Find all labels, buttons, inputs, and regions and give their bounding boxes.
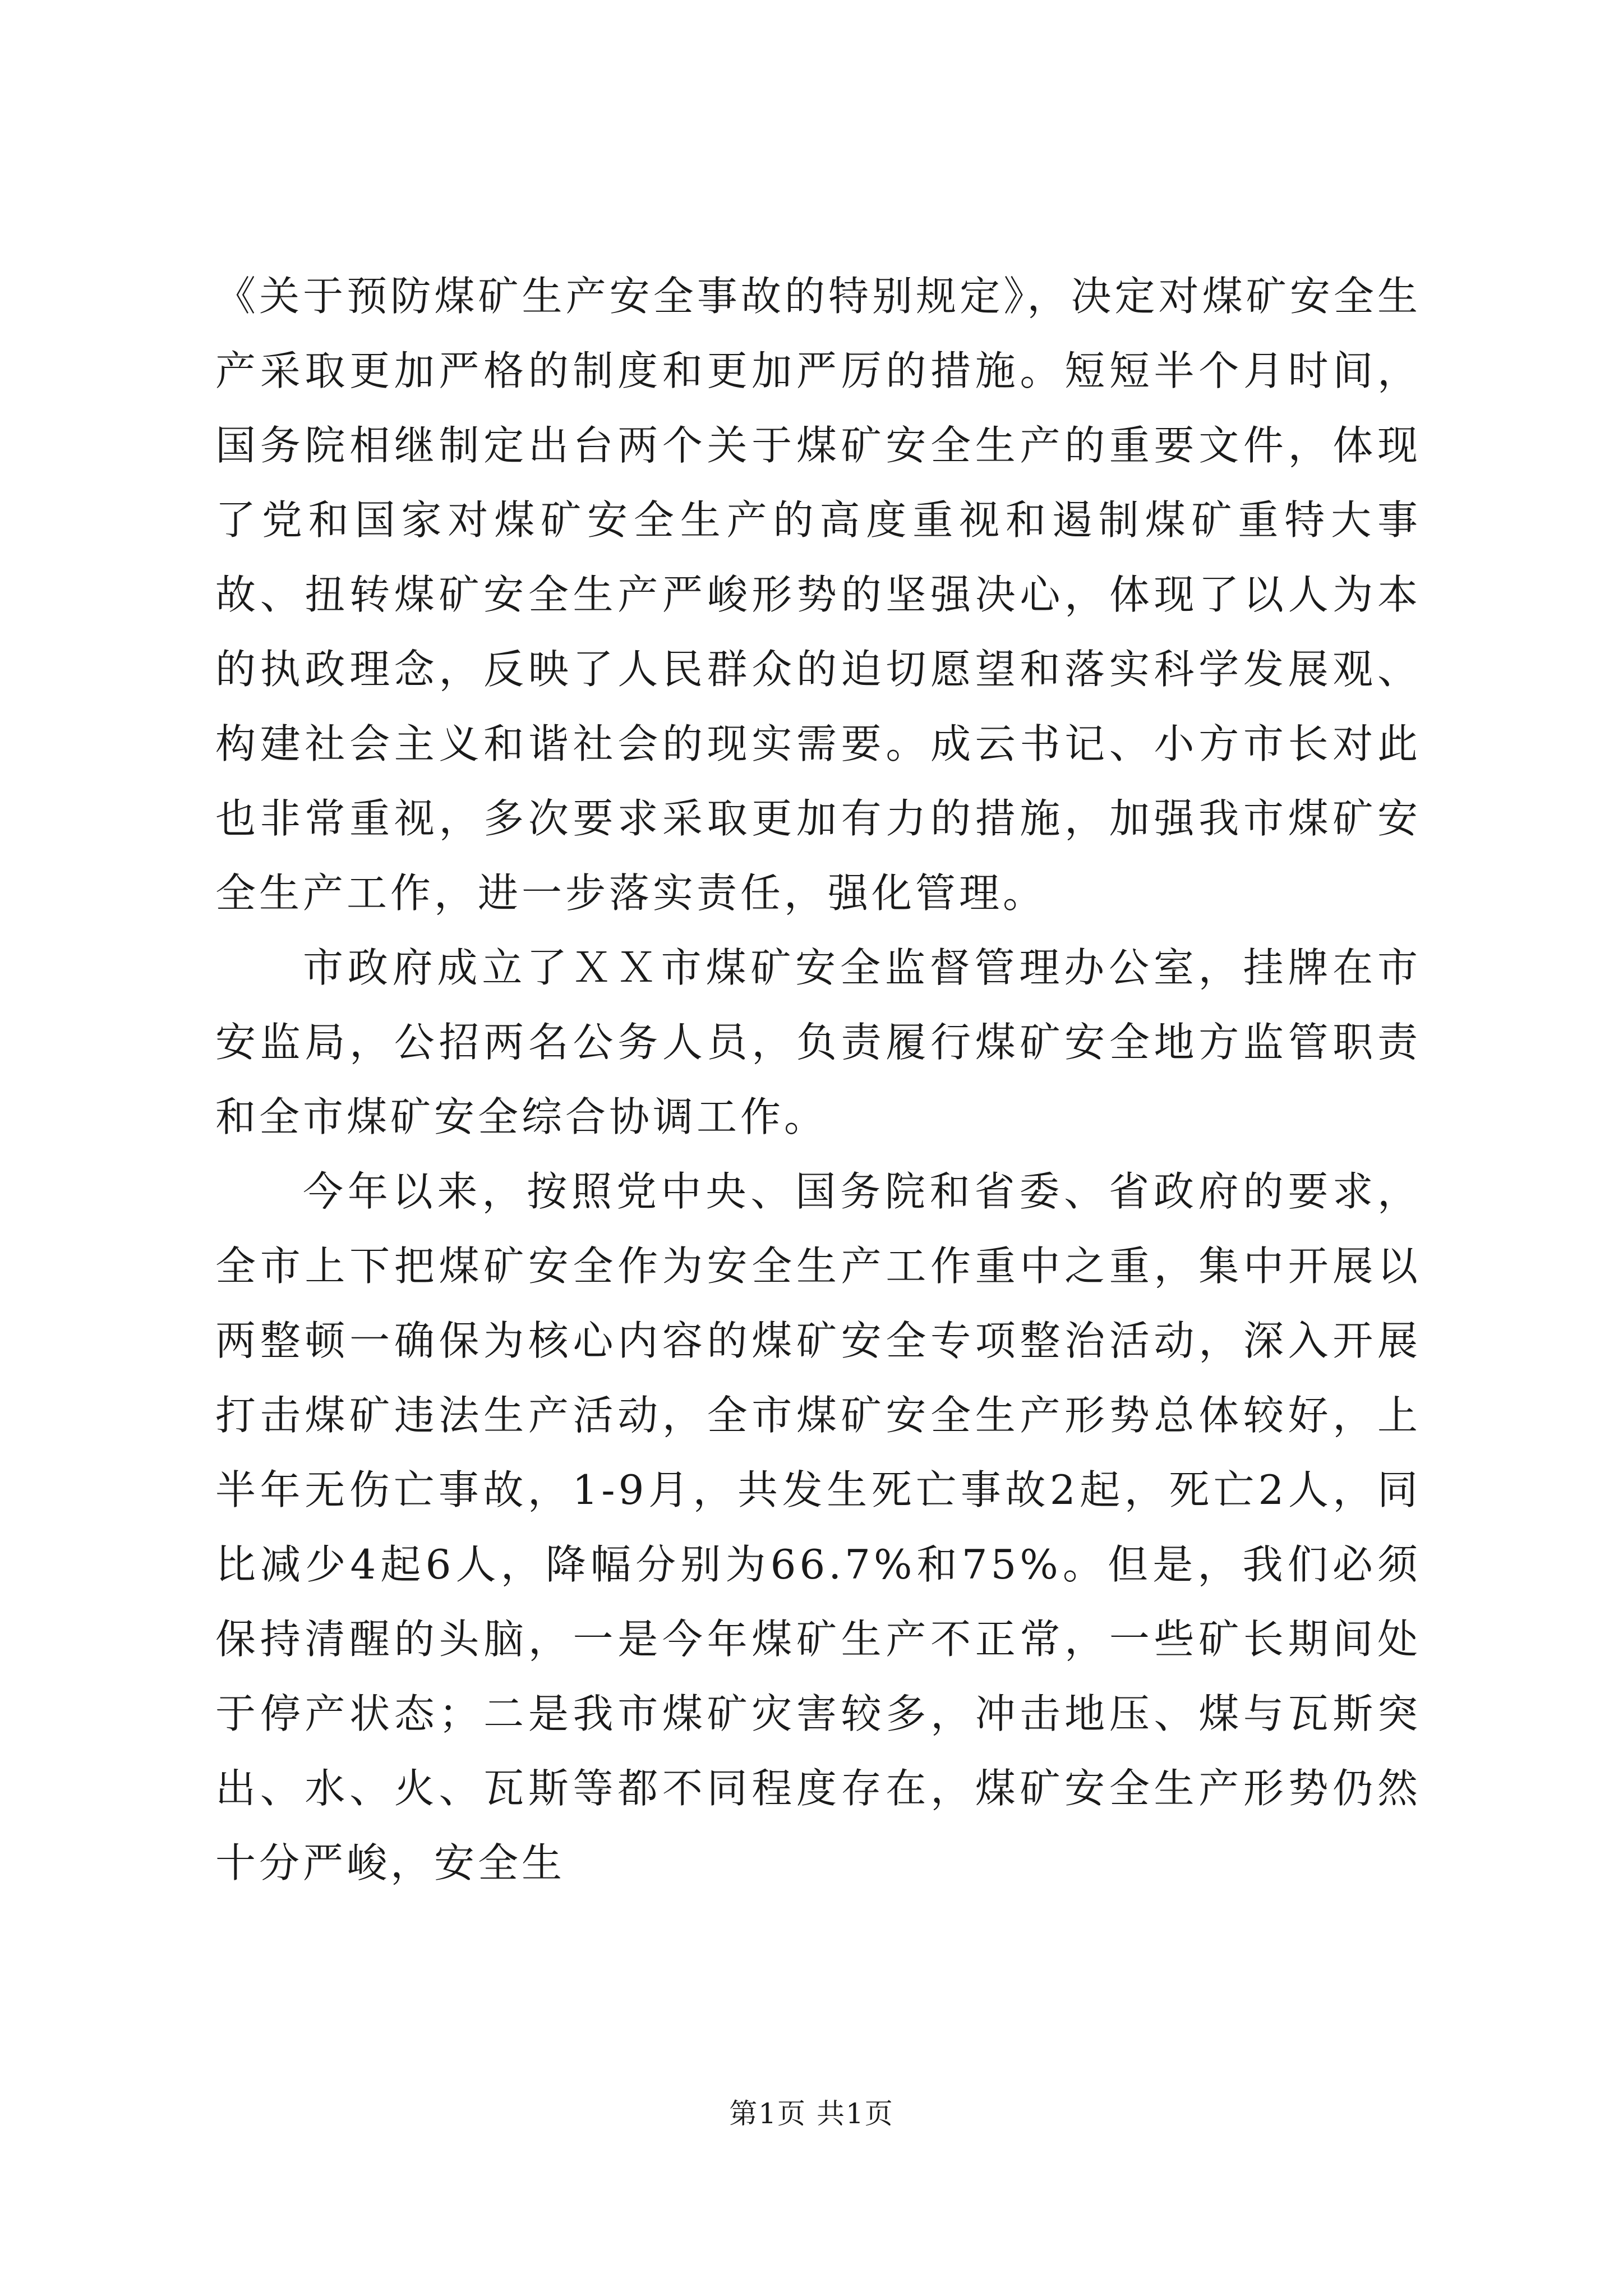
paragraph-1: 《关于预防煤矿生产安全事故的特别规定》，决定对煤矿安全生产采取更加严格的制度和更加严厉的措施。短短半个月时间，国务院相继制定出台两个关于煤矿安全生产的重要文件，体现了党和国家对煤矿安全生产的高度重视和遏制煤矿重特大事故、扭转煤矿安全生产严峻形势的坚强决心，体现了以人为本的执政理念，反映了人民群众的迫切愿望和落实科学发展观、构建社会主义和谐社会的现实需要。成云书记、小方市长对此也非常重视，多次要求采取更加有力的措施，加强我市煤矿安全生产工作，进一步落实责任，强化管理。 xyxy=(215,273,1421,917)
paragraph-2: 市政府成立了ＸＸ市煤矿安全监督管理办公室，挂牌在市安监局，公招两名公务人员，负责履行煤矿安全地方监管职责和全市煤矿安全综合协调工作。 xyxy=(215,944,1421,1140)
paragraph-3: 今年以来，按照党中央、国务院和省委、省政府的要求，全市上下把煤矿安全作为安全生产工作重中之重，集中开展以两整顿一确保为核心内容的煤矿安全专项整治活动，深入开展打击煤矿违法生产活动，全市煤矿安全生产形势总体较好，上半年无伤亡事故，1-9月，共发生死亡事故2起，死亡2人，同比减少4起6人，降幅分别为66.7%和75%。但是，我们必须保持清醒的头脑，一是今年煤矿生产不正常，一些矿长期间处于停产状态；二是我市煤矿灾害较多，冲击地压、煤与瓦斯突出、水、火、瓦斯等都不同程度存在，煤矿安全生产形势仍然十分严峻，安全生 xyxy=(215,1168,1421,1887)
document-body xyxy=(215,259,1421,1901)
page-footer: 第1页 共1页 xyxy=(729,2097,894,2130)
